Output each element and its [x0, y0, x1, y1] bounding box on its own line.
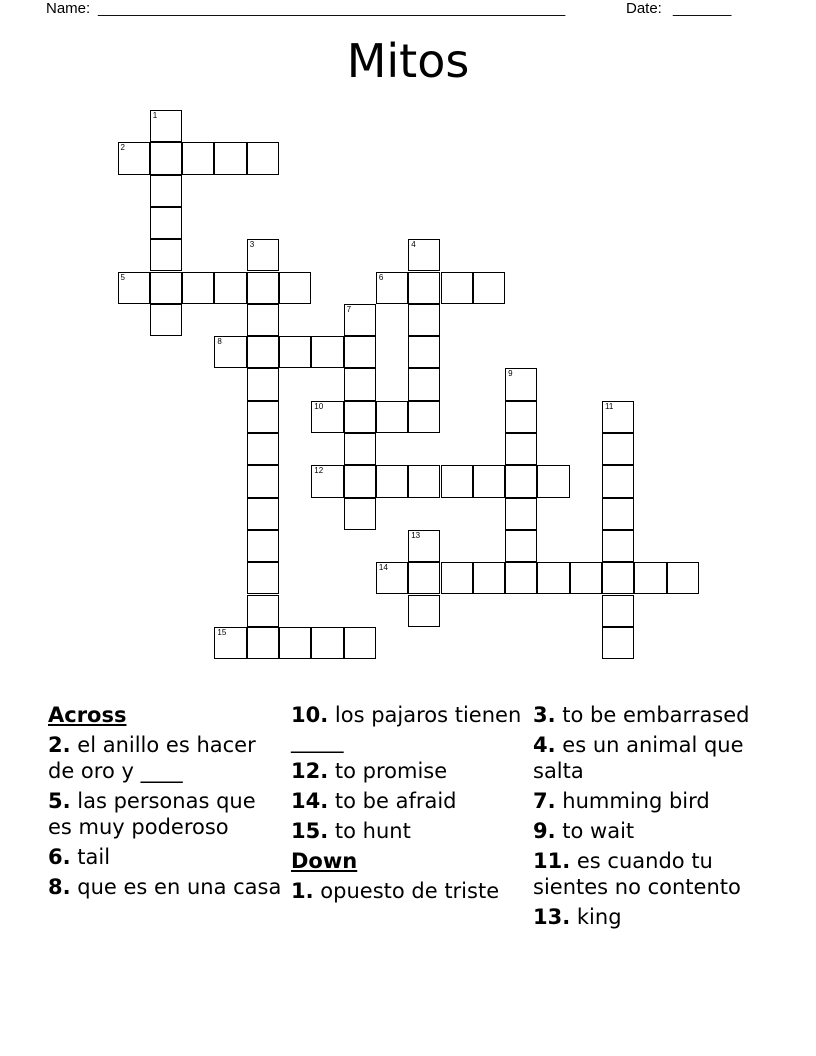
crossword-cell[interactable] — [344, 498, 376, 530]
crossword-cell[interactable] — [247, 627, 279, 659]
clue-item-number: 9. — [533, 819, 556, 843]
clue-column-2 — [291, 702, 527, 908]
crossword-cell[interactable] — [311, 627, 343, 659]
clue-item — [291, 788, 527, 814]
crossword-cell[interactable] — [247, 562, 279, 594]
crossword-cell[interactable] — [408, 304, 440, 336]
crossword-cell[interactable] — [441, 272, 473, 304]
name-label: Name: — [46, 0, 91, 17]
crossword-cell[interactable] — [150, 239, 182, 271]
crossword-cell[interactable] — [150, 207, 182, 239]
crossword-cell[interactable] — [344, 368, 376, 400]
crossword-cell[interactable] — [602, 627, 634, 659]
clue-item-text: to be embarrased — [562, 703, 750, 727]
clue-item-text: king — [576, 905, 622, 929]
crossword-cell[interactable] — [214, 627, 246, 659]
crossword-cell[interactable] — [118, 142, 150, 174]
clue-item-number: 7. — [533, 789, 556, 813]
crossword-cell[interactable] — [505, 498, 537, 530]
clue-number: 2 — [120, 143, 125, 153]
clue-item — [291, 702, 527, 754]
crossword-cell[interactable] — [214, 142, 246, 174]
crossword-cell[interactable] — [537, 562, 569, 594]
crossword-cell[interactable] — [150, 304, 182, 336]
crossword-cell[interactable] — [505, 368, 537, 400]
name-field[interactable]: ________________________________________________________ — [98, 0, 566, 17]
crossword-cell[interactable] — [408, 465, 440, 497]
clue-item — [533, 818, 783, 844]
crossword-cell[interactable] — [602, 498, 634, 530]
crossword-cell[interactable] — [473, 562, 505, 594]
crossword-cell[interactable] — [570, 562, 602, 594]
crossword-cell[interactable] — [150, 110, 182, 142]
crossword-cell[interactable] — [537, 465, 569, 497]
crossword-cell[interactable] — [247, 465, 279, 497]
clue-item-text: que es en una casa — [77, 875, 282, 899]
clue-item — [533, 702, 783, 728]
crossword-cell[interactable] — [602, 433, 634, 465]
clue-item-number: 4. — [533, 733, 556, 757]
crossword-cell[interactable] — [247, 272, 279, 304]
crossword-cell[interactable] — [376, 562, 408, 594]
clue-item — [533, 848, 783, 900]
crossword-cell[interactable] — [279, 272, 311, 304]
clue-item-text: es cuando tu sientes no contento — [533, 849, 741, 899]
clue-number: 8 — [217, 337, 222, 347]
clue-number: 6 — [378, 272, 384, 282]
date-field[interactable]: _______ — [673, 0, 732, 17]
clue-number: 14 — [378, 563, 388, 573]
clue-item — [48, 788, 284, 840]
clue-number: 4 — [411, 240, 416, 250]
crossword-cell[interactable] — [602, 530, 634, 562]
crossword-cell[interactable] — [505, 465, 537, 497]
crossword-cell[interactable] — [247, 595, 279, 627]
crossword-cell[interactable] — [344, 336, 376, 368]
clue-number: 9 — [508, 369, 513, 379]
clue-number: 15 — [217, 627, 227, 637]
clue-item-number: 3. — [533, 703, 556, 727]
crossword-cell[interactable] — [505, 530, 537, 562]
crossword-cell[interactable] — [441, 465, 473, 497]
crossword-cell[interactable] — [408, 239, 440, 271]
clue-item-number: 10. — [291, 703, 329, 727]
crossword-cell[interactable] — [602, 595, 634, 627]
crossword-cell[interactable] — [473, 465, 505, 497]
crossword-cell[interactable] — [311, 465, 343, 497]
crossword-cell[interactable] — [247, 498, 279, 530]
crossword-cell[interactable] — [408, 368, 440, 400]
crossword-cell[interactable] — [602, 562, 634, 594]
clue-number: 10 — [314, 401, 324, 411]
clue-item-number: 13. — [533, 905, 571, 929]
clue-item-text: opuesto de triste — [320, 879, 500, 903]
crossword-cell[interactable] — [247, 336, 279, 368]
crossword-cell[interactable] — [247, 142, 279, 174]
clue-column-1 — [48, 702, 284, 904]
clue-item — [533, 904, 783, 930]
clue-item-text: el anillo es hacer de oro y ____ — [48, 733, 256, 783]
clue-number: 7 — [346, 304, 352, 314]
crossword-cell[interactable] — [247, 239, 279, 271]
clue-section-heading: Across — [48, 703, 127, 727]
clue-item-number: 15. — [291, 819, 329, 843]
crossword-cell[interactable] — [408, 401, 440, 433]
clue-number: 13 — [411, 530, 421, 540]
crossword-cell[interactable] — [408, 562, 440, 594]
crossword-cell[interactable] — [214, 336, 246, 368]
crossword-cell[interactable] — [408, 530, 440, 562]
clue-item-text: tail — [77, 845, 111, 869]
clue-item — [291, 818, 527, 844]
crossword-cell[interactable] — [602, 465, 634, 497]
clue-item-text: to hunt — [334, 819, 411, 843]
crossword-cell[interactable] — [214, 272, 246, 304]
crossword-cell[interactable] — [344, 433, 376, 465]
clue-number: 12 — [314, 466, 324, 476]
crossword-cell[interactable] — [279, 627, 311, 659]
clue-item — [533, 732, 783, 784]
clue-item — [48, 732, 284, 784]
crossword-cell[interactable] — [376, 272, 408, 304]
crossword-cell[interactable] — [505, 401, 537, 433]
crossword-cell[interactable] — [505, 433, 537, 465]
crossword-cell[interactable] — [344, 627, 376, 659]
crossword-cell[interactable] — [344, 465, 376, 497]
clue-item — [291, 758, 527, 784]
crossword-cell[interactable] — [279, 336, 311, 368]
crossword-cell[interactable] — [344, 401, 376, 433]
crossword-cell[interactable] — [376, 401, 408, 433]
clue-number: 1 — [152, 111, 158, 120]
clue-item-number: 14. — [291, 789, 329, 813]
clue-item-text: to promise — [334, 759, 448, 783]
crossword-cell[interactable] — [150, 142, 182, 174]
crossword-cell[interactable] — [441, 562, 473, 594]
clue-item — [48, 844, 284, 870]
clue-item-number: 6. — [48, 845, 71, 869]
crossword-cell[interactable] — [311, 336, 343, 368]
clue-item-text: los pajaros tienen _____ — [291, 703, 522, 753]
date-label: Date: — [626, 0, 662, 17]
clue-item-text: to be afraid — [334, 789, 457, 813]
clue-item — [48, 874, 284, 900]
crossword-cell[interactable] — [150, 272, 182, 304]
clue-item-text: to wait — [562, 819, 635, 843]
clue-item-number: 8. — [48, 875, 71, 899]
crossword-cell[interactable] — [602, 401, 634, 433]
crossword-cell[interactable] — [311, 401, 343, 433]
clue-number: 11 — [605, 401, 614, 411]
crossword-cell[interactable] — [118, 272, 150, 304]
crossword-cell[interactable] — [408, 336, 440, 368]
crossword-cell[interactable] — [473, 272, 505, 304]
crossword-cell[interactable] — [247, 401, 279, 433]
clue-column-3 — [533, 702, 783, 934]
crossword-cell[interactable] — [667, 562, 699, 594]
clue-item-number: 2. — [48, 733, 71, 757]
crossword-cell[interactable] — [150, 175, 182, 207]
clue-item — [291, 878, 527, 904]
crossword-cell[interactable] — [182, 142, 214, 174]
crossword-cell[interactable] — [247, 433, 279, 465]
crossword-cell[interactable] — [247, 304, 279, 336]
crossword-cell[interactable] — [376, 465, 408, 497]
crossword-cell[interactable] — [634, 562, 666, 594]
page-title: Mitos — [346, 34, 470, 88]
clue-item-number: 11. — [533, 849, 571, 873]
clue-item-number: 1. — [291, 879, 314, 903]
clue-item-number: 5. — [48, 789, 71, 813]
clue-number: 5 — [120, 272, 125, 282]
crossword-cell[interactable] — [505, 562, 537, 594]
crossword-cell[interactable] — [247, 530, 279, 562]
clue-section-heading: Down — [291, 849, 358, 873]
clue-item — [533, 788, 783, 814]
crossword-cell[interactable] — [408, 595, 440, 627]
clue-item-text: las personas que es muy poderoso — [48, 789, 256, 839]
crossword-cell[interactable] — [247, 368, 279, 400]
crossword-cell[interactable] — [182, 272, 214, 304]
clue-item-number: 12. — [291, 759, 329, 783]
crossword-cell[interactable] — [408, 272, 440, 304]
clue-item-text: es un animal que salta — [533, 733, 744, 783]
clue-item-text: humming bird — [562, 789, 710, 813]
clue-number: 3 — [249, 240, 255, 250]
crossword-cell[interactable] — [344, 304, 376, 336]
